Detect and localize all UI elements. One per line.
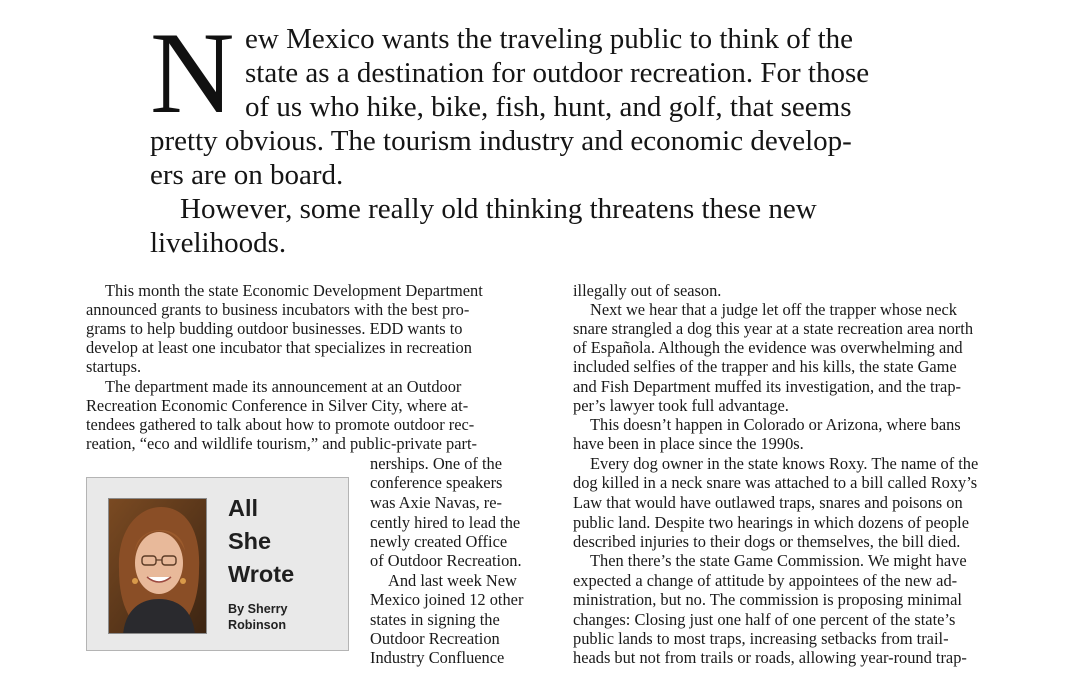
byline-line: By Sherry — [228, 602, 288, 616]
body-text-line: nerships. One of the — [370, 454, 503, 473]
lede-line: ew Mexico wants the traveling public to think of the — [245, 23, 854, 55]
lede-line: ers are on board. — [150, 159, 344, 191]
body-text-line: changes: Closing just one half of one percent of the state’s — [573, 610, 956, 629]
body-text-line: And last week New — [388, 571, 517, 590]
body-text-line: The department made its announcement at an Outdoor — [105, 377, 462, 396]
body-text-line: cently hired to lead the — [370, 513, 521, 532]
body-text-line: Recreation Economic Conference in Silver City, where at- — [86, 396, 469, 415]
body-text-line: Next we hear that a judge let off the trapper whose neck — [590, 300, 957, 319]
author-photo — [108, 498, 207, 634]
body-text-line: announced grants to business incubators with the best pro- — [86, 300, 470, 319]
body-text-line: This doesn’t happen in Colorado or Arizona, where bans — [590, 415, 961, 434]
body-text-line: expected a change of attitude by appointees of the new ad- — [573, 571, 958, 590]
body-text-line: have been in place since the 1990s. — [573, 434, 804, 453]
column-title — [228, 492, 338, 591]
byline-line: Robinson — [228, 617, 287, 632]
body-text-line: This month the state Economic Development Department — [105, 281, 483, 300]
body-text-line: Then there’s the state Game Commission. We might have — [590, 551, 967, 570]
body-text-line: described injuries to their dogs or themselves, the bill died. — [573, 532, 961, 551]
body-text-line: snare strangled a dog this year at a state recreation area north — [573, 319, 974, 338]
author-portrait-image — [109, 499, 207, 634]
column-title-line: All — [228, 495, 259, 521]
body-text-line: illegally out of season. — [573, 281, 722, 300]
body-text-line: conference speakers — [370, 473, 503, 492]
lede-line: livelihoods. — [150, 227, 287, 259]
body-text-line: Every dog owner in the state knows Roxy. The name of the — [590, 454, 979, 473]
body-text-line: develop at least one incubator that specializes in recreation — [86, 338, 472, 357]
body-text-line: grams to help budding outdoor businesses. EDD wants to — [86, 319, 463, 338]
body-text-line: public lands to most traps, increasing setbacks from trail- — [573, 629, 949, 648]
body-text-line: ministration, but no. The commission is proposing minimal — [573, 590, 962, 609]
body-text-line: dog killed in a neck snare was attached to a bill called Roxy’s — [573, 473, 978, 492]
body-text-line: reation, “eco and wildlife tourism,” and public-private part- — [86, 434, 477, 453]
byline — [228, 602, 338, 633]
body-text-line: Industry Confluence — [370, 648, 505, 667]
body-text-line: of Española. Although the evidence was overwhelming and — [573, 338, 963, 357]
body-text-line: was Axie Navas, re- — [370, 493, 502, 512]
body-text-line: Mexico joined 12 other — [370, 590, 524, 609]
lede-line: However, some really old thinking threatens these new — [180, 193, 817, 225]
lede-line: of us who hike, bike, fish, hunt, and golf, that seems — [245, 91, 852, 123]
body-text-line: states in signing the — [370, 610, 500, 629]
body-text-line: per’s lawyer took full advantage. — [573, 396, 789, 415]
column-title-line: Wrote — [228, 561, 295, 587]
body-text-line: startups. — [86, 357, 142, 376]
body-text-line: and Fish Department muffed its investigation, and the trap- — [573, 377, 961, 396]
body-text-line: included selfies of the trapper and his kills, the state Game — [573, 357, 957, 376]
body-text-line: of Outdoor Recreation. — [370, 551, 522, 570]
body-text-line: Outdoor Recreation — [370, 629, 500, 648]
column-title-line: She — [228, 528, 272, 554]
body-text-line: Law that would have outlawed traps, snares and poisons on — [573, 493, 963, 512]
column-logo-box — [86, 477, 349, 651]
body-text-line: tendees gathered to talk about how to promote outdoor rec- — [86, 415, 475, 434]
body-text-line: public land. Despite two hearings in which dozens of people — [573, 513, 970, 532]
lede-line: pretty obvious. The tourism industry and economic develop- — [150, 125, 852, 157]
body-text-line: newly created Office — [370, 532, 508, 551]
lede-line: state as a destination for outdoor recreation. For those — [245, 57, 870, 89]
drop-cap: N — [150, 9, 235, 138]
body-text-line: heads but not from trails or roads, allowing year-round trap- — [573, 648, 967, 667]
